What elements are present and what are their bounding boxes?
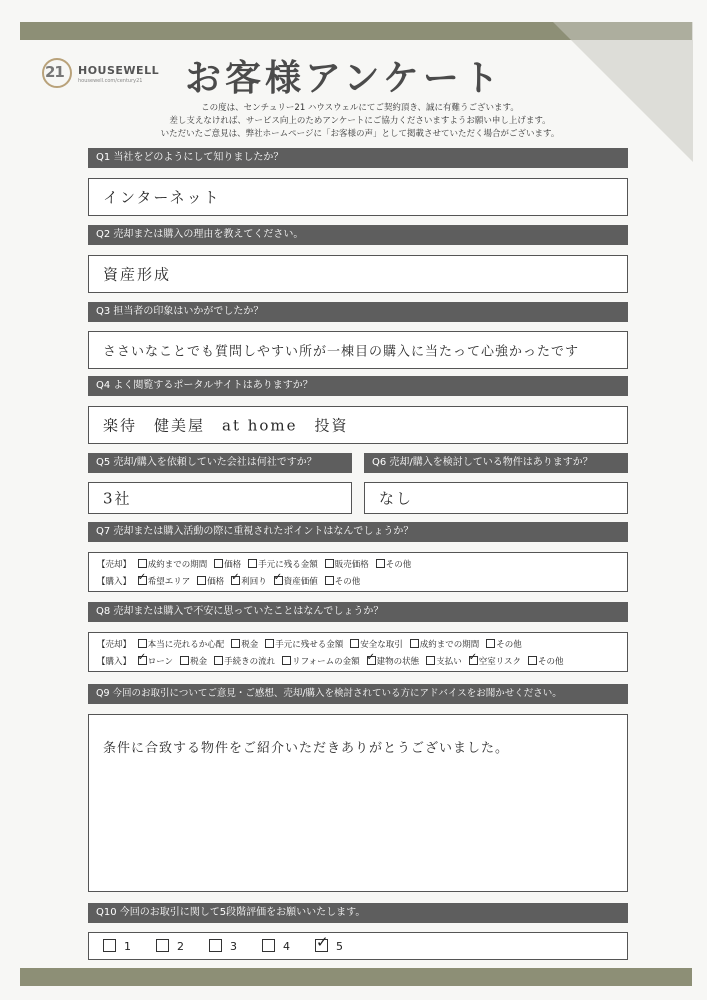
checkbox[interactable] [138, 559, 147, 568]
intro-line: いただいたご意見は、弊社ホームページに「お客様の声」として掲載させていただく場合がございます。 [160, 129, 560, 139]
checkbox[interactable] [197, 576, 206, 585]
rating-label: 3 [230, 940, 237, 953]
q8-sell-row [97, 638, 529, 650]
logo-brand: HOUSEWELL [78, 64, 160, 77]
option-label: 税金 [241, 640, 259, 650]
option-item[interactable] [197, 575, 224, 587]
option-item[interactable] [274, 575, 318, 587]
option-label: リフォームの金額 [292, 657, 360, 667]
checked-checkbox[interactable] [274, 576, 283, 585]
checked-checkbox[interactable] [469, 656, 478, 665]
checked-checkbox[interactable] [138, 656, 147, 665]
option-item[interactable] [410, 638, 480, 650]
option-item[interactable] [469, 655, 521, 667]
option-label: 手元に残る金額 [258, 560, 318, 570]
q4-label: Q4 よく閲覧するポータルサイトはありますか？ [88, 376, 628, 396]
checkbox[interactable] [214, 656, 223, 665]
checkbox[interactable] [262, 939, 275, 952]
option-item[interactable] [138, 558, 208, 570]
option-label: 支払い [436, 657, 462, 667]
logo-tagline: housewell.com/century21 [78, 78, 143, 84]
option-item[interactable] [180, 655, 207, 667]
checkbox[interactable] [248, 559, 257, 568]
q6-answer-box[interactable] [364, 482, 628, 514]
intro-text [120, 102, 600, 141]
checkbox[interactable] [376, 559, 385, 568]
checked-checkbox[interactable] [231, 576, 240, 585]
q7-sell-row [97, 558, 418, 570]
rating-option[interactable] [209, 939, 237, 953]
rating-option[interactable] [103, 939, 131, 953]
q2-answer-box[interactable] [88, 255, 628, 293]
q8-sell-label: 【売却】 [97, 640, 132, 650]
option-item[interactable] [214, 655, 275, 667]
option-label: 手元に残せる金額 [275, 640, 344, 650]
option-item[interactable] [367, 655, 420, 667]
q6-label: Q6 売却/購入を検討している物件はありますか？ [364, 453, 628, 473]
q7-label: Q7 売却または購入活動の際に重視されたポイントはなんでしょうか？ [88, 522, 628, 542]
option-label: 手続きの流れ [224, 657, 276, 667]
checkbox[interactable] [410, 639, 419, 648]
q8-label: Q8 売却または購入で不安に思っていたことはなんでしょうか？ [88, 602, 628, 622]
q3-answer: ささいなことでも質問しやすい所が一棟目の購入に当たって心強かったです [103, 344, 580, 360]
checkbox[interactable] [138, 639, 147, 648]
checkbox[interactable] [180, 656, 189, 665]
q2-answer: 資産形成 [103, 265, 172, 284]
option-item[interactable] [426, 655, 462, 667]
q10-label: Q10 今回のお取引に関して5段階評価をお願いいたします。 [88, 903, 628, 923]
option-item[interactable] [282, 655, 360, 667]
option-label: 空室リスク [478, 657, 522, 667]
q7-sell-label: 【売却】 [97, 560, 132, 570]
checkbox[interactable] [265, 639, 274, 648]
option-item[interactable] [231, 575, 267, 587]
q1-answer-box[interactable] [88, 178, 628, 216]
q6-answer: なし [379, 489, 414, 508]
option-label: 資産価値 [283, 577, 318, 587]
option-label: 販売価格 [334, 560, 369, 570]
q1-label: Q1 当社をどのようにして知りましたか？ [88, 148, 628, 168]
option-label: ローン [147, 657, 174, 667]
rating-label: 5 [336, 940, 343, 953]
option-item[interactable] [138, 638, 225, 650]
checkbox[interactable] [214, 559, 223, 568]
option-label: その他 [496, 640, 522, 650]
checkbox[interactable] [325, 576, 334, 585]
checkbox[interactable] [426, 656, 435, 665]
q9-answer-box[interactable] [88, 714, 628, 892]
option-label: その他 [334, 577, 361, 587]
rating-label: 4 [283, 940, 290, 953]
option-label: 本当に売れるか心配 [147, 640, 225, 650]
page-title: お客様アンケート [185, 58, 503, 99]
rating-option[interactable] [262, 939, 290, 953]
q4-answer: 楽待 健美屋 at home 投資 [103, 416, 349, 435]
checkbox[interactable] [231, 639, 240, 648]
housewell-logo [42, 58, 160, 92]
option-item[interactable] [231, 638, 258, 650]
option-label: 成約までの期間 [147, 560, 208, 570]
option-item[interactable] [376, 558, 412, 570]
option-label: その他 [538, 657, 564, 667]
checkbox[interactable] [282, 656, 291, 665]
option-item[interactable] [248, 558, 318, 570]
q3-label: Q3 担当者の印象はいかがでしたか？ [88, 302, 628, 322]
q1-answer: インターネット [103, 188, 221, 207]
q4-answer-box[interactable] [88, 406, 628, 444]
checkbox[interactable] [209, 939, 222, 952]
rating-option[interactable] [156, 939, 184, 953]
rating-label: 2 [177, 940, 184, 953]
option-label: 価格 [207, 577, 225, 587]
q2-label: Q2 売却または購入の理由を教えてください。 [88, 225, 628, 245]
option-item[interactable] [325, 558, 369, 570]
option-item[interactable] [325, 575, 361, 587]
checked-checkbox[interactable] [138, 576, 147, 585]
option-label: 利回り [241, 577, 267, 587]
q8-buy-label: 【購入】 [97, 657, 132, 667]
checked-checkbox[interactable] [367, 656, 376, 665]
intro-line: この度は、センチュリー21 ハウスウェルにてご契約頂き、誠に有難うございます。 [201, 103, 519, 113]
checkbox[interactable] [486, 639, 495, 648]
q8-options-box [88, 632, 628, 672]
q7-options-box [88, 552, 628, 592]
option-label: その他 [385, 560, 412, 570]
bottom-band [20, 968, 692, 986]
q5-answer-box[interactable] [88, 482, 352, 514]
q10-rating-box [88, 932, 628, 960]
rating-label: 1 [124, 940, 131, 953]
checkbox[interactable] [156, 939, 169, 952]
option-label: 成約までの期間 [419, 640, 480, 650]
q3-answer-box[interactable] [88, 331, 628, 369]
option-item[interactable] [265, 638, 343, 650]
option-label: 税金 [190, 657, 208, 667]
option-item[interactable] [138, 575, 191, 587]
checkbox[interactable] [350, 639, 359, 648]
q7-buy-row [97, 575, 367, 587]
option-item[interactable] [486, 638, 522, 650]
option-label: 希望エリア [147, 577, 191, 587]
logo-number: 21 [45, 63, 64, 81]
q5-answer: 3社 [103, 489, 132, 508]
corner-fold-decoration [553, 22, 693, 162]
option-label: 価格 [224, 560, 242, 570]
checkbox[interactable] [528, 656, 537, 665]
option-label: 建物の状態 [376, 657, 420, 667]
checkbox[interactable] [325, 559, 334, 568]
q9-answer: 条件に合致する物件をご紹介いただきありがとうございました。 [103, 741, 510, 756]
checked-checkbox[interactable] [315, 939, 328, 952]
q8-buy-row [97, 655, 571, 667]
q5-label: Q5 売却/購入を依頼していた会社は何社ですか？ [88, 453, 352, 473]
option-label: 安全な取引 [360, 640, 403, 650]
rating-option[interactable] [315, 939, 343, 953]
checkbox[interactable] [103, 939, 116, 952]
intro-line: 差し支えなければ、サービス向上のためアンケートにご協力くださいますようお願い申し上げます。 [169, 116, 551, 126]
q7-buy-label: 【購入】 [97, 577, 132, 587]
option-item[interactable] [350, 638, 403, 650]
option-item[interactable] [528, 655, 564, 667]
option-item[interactable] [214, 558, 241, 570]
q9-label: Q9 今回のお取引についてご意見・ご感想、売却/購入を検討されている方にアドバイスをお聞かせください。 [88, 684, 628, 704]
option-item[interactable] [138, 655, 173, 667]
